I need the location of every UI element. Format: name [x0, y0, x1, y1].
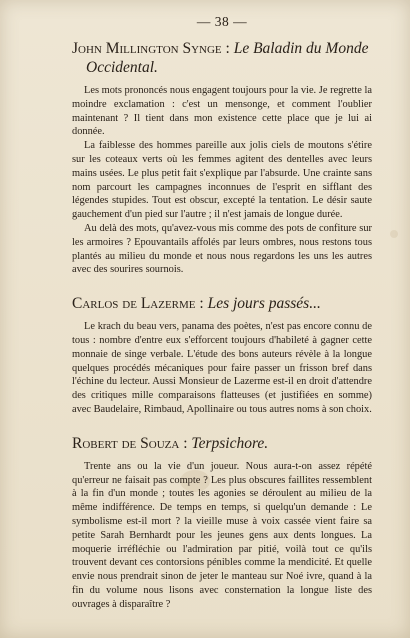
review-heading	[72, 39, 372, 77]
review-section-synge	[72, 39, 372, 277]
review-paragraph: La faiblesse des hommes pareille aux jolis ciels de moutons s'étire sur les coteaux verts où les femmes agitent des dentelles avec leurs mains usées. Le plus petit fait s'explique par l'absurde. Une crainte sans nom parcourt les campagnes inconnues de l'esprit en sifflant des légendes stupides. Tout est obscur, excepté la tentation. Le désir saute gauchement d'un pied sur l'autre ; il n'est jamais de longue durée.	[72, 140, 372, 221]
review-section-lazerme	[72, 294, 372, 417]
heading-separator: :	[195, 295, 208, 313]
paper-stain	[390, 230, 398, 238]
review-book-title: Les jours passés...	[207, 295, 321, 313]
review-author: Robert de Souza	[72, 434, 180, 452]
review-heading	[72, 294, 372, 313]
review-author: Carlos de Lazerme	[72, 295, 196, 313]
review-paragraph: Les mots prononcés nous engagent toujours pour la vie. Je regrette la moindre exclamation : c'est un mensonge, et comment l'oublier maintenant ? Il tient dans mon existence cette place que je lui ai donnée.	[72, 85, 372, 138]
page-content	[72, 14, 372, 629]
page-number: — 38 —	[196, 14, 248, 29]
review-book-title-line2: Occidental.	[86, 59, 158, 76]
review-section-souza	[72, 434, 372, 612]
review-author: John Millington Synge	[72, 40, 222, 57]
heading-separator: :	[179, 434, 192, 452]
review-book-title: Terpsichore.	[191, 434, 269, 452]
review-book-title: Le Baladin du Monde	[233, 40, 369, 57]
review-paragraph: Au delà des mots, qu'avez-vous mis comme des pots de confiture sur les armoires ? Epouvantails affolés par leurs ombres, nous restons tous plantés au milieu du monde et nous nous regardons les uns les autres avec des sourires sournois.	[72, 222, 372, 276]
review-paragraph: Trente ans ou la vie d'un joueur. Nous aura-t-on assez répété qu'erreur ne faisait pas compte ? Les plus obscures faillites ressemblent à la fin d'un monde ; toutes les agonies se déroulent au milieu de la même indifférence. De temps en temps, si quelqu'un demande : Le symbolisme est-il mort ? la vieille muse à voix cassée vient faire sa petite Sarah Bernhardt pour les jeunes gens aux dents longues. La moquerie irréfléchie ou l'admiration par pitié, voilà tout ce qu'ils trouvent devant ces contorsions pénibles comme la mendicité. Et quelle envie nous prendrait sinon de jeter le manteau sur Noé ivre, quand à la fin du volume nous lisons avec consternation la longue liste des ouvrages à disparaître ?	[72, 460, 372, 610]
review-paragraph: Le krach du beau vers, panama des poètes, n'est pas encore connu de tous : nombre d'entre eux s'efforcent toujours d'habileté à gagner cette monnaie de singe verbale. L'étude des bons auteurs révèle à la longue quelques procédés mécaniques pour faire passer un frisson bref dans l'échine du lecteur. Aussi Monsieur de Lazerme est-il en droit d'attendre des critiques mille comparaisons flatteuses (et justifiées en somme) avec Baudelaire, Rimbaud, Apollinaire ou tous autres noms à son choix.	[72, 321, 372, 415]
review-heading	[72, 434, 372, 453]
heading-separator: :	[221, 40, 234, 57]
